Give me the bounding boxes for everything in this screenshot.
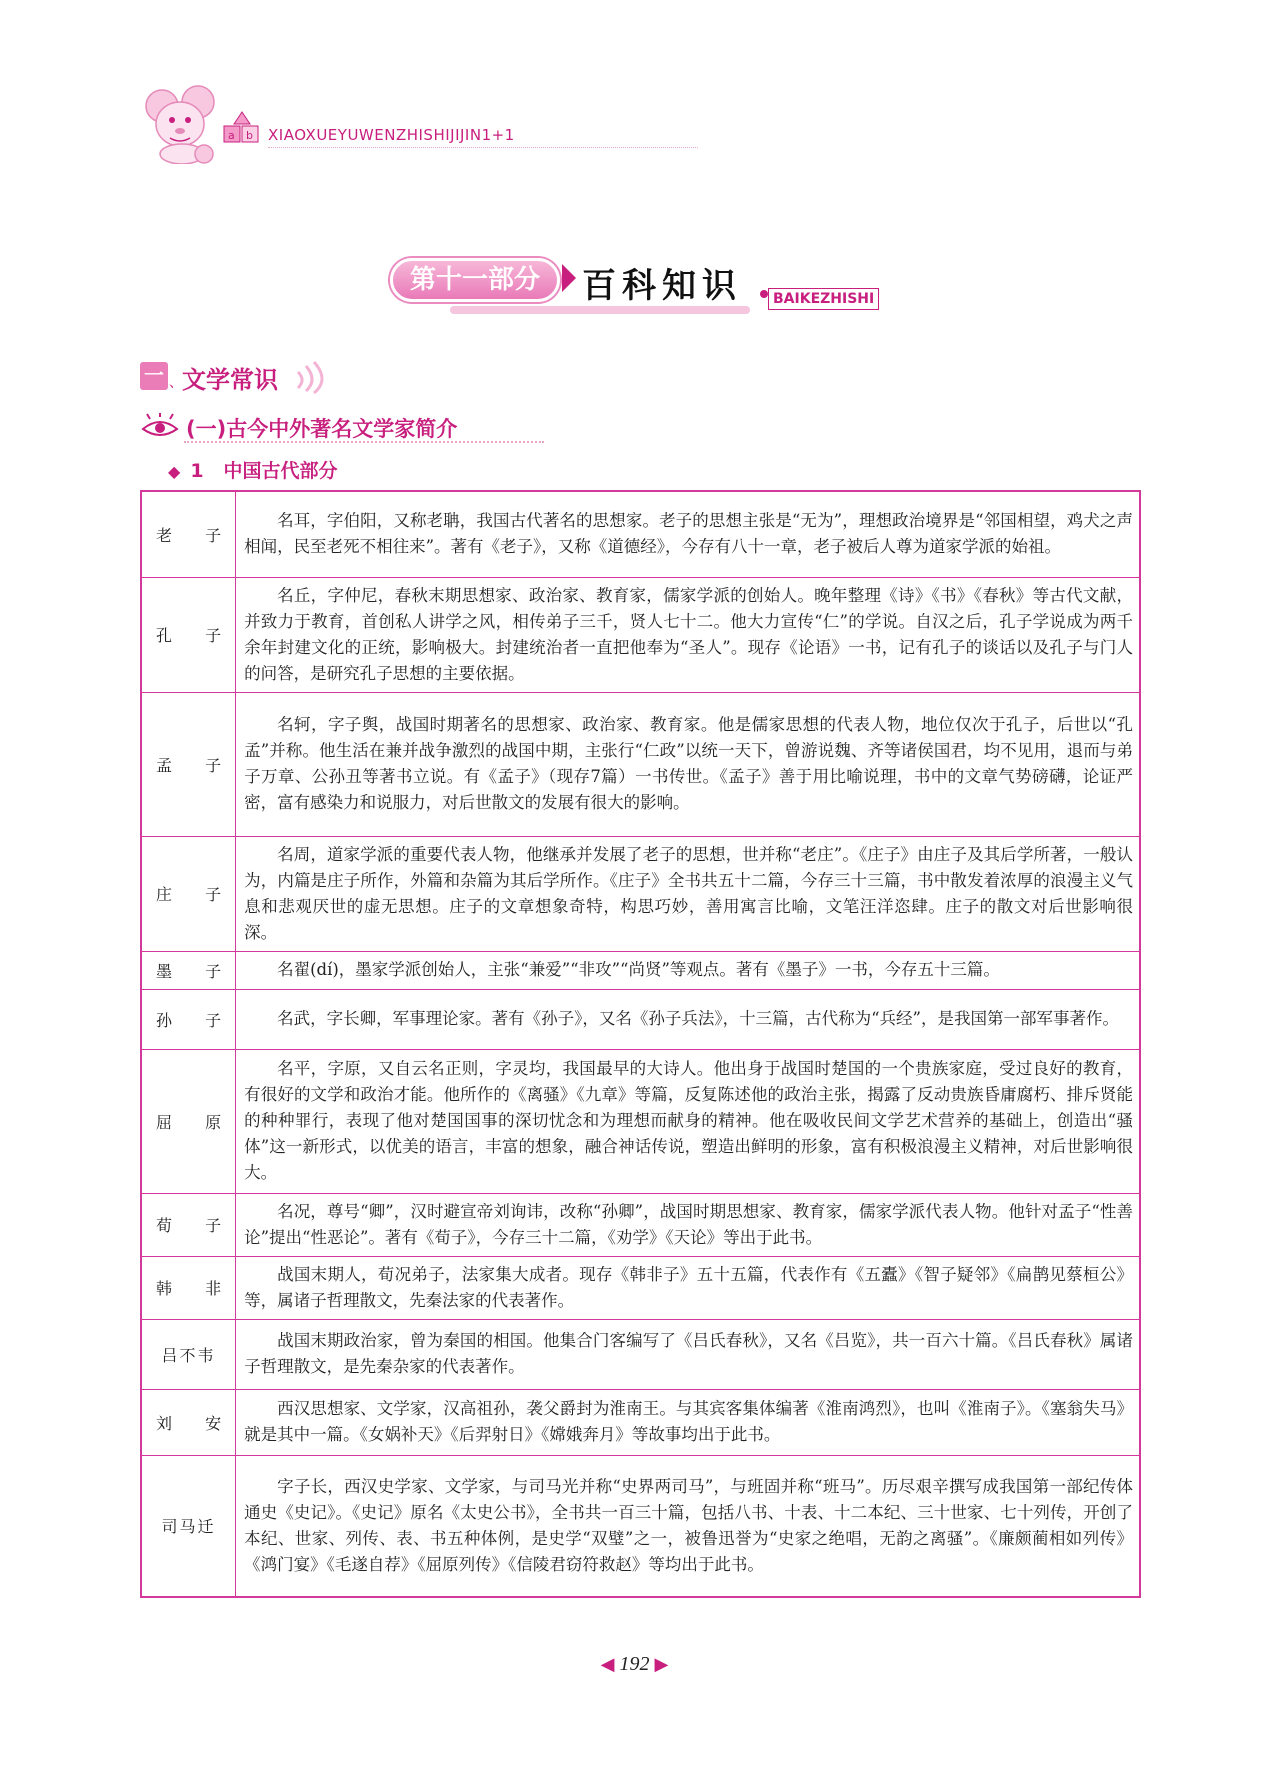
table-row	[141, 1389, 1140, 1455]
writer-name: 韩 非	[141, 1256, 236, 1319]
writer-description: 名况，尊号“卿”，汉时避宣帝刘询讳，改称“孙卿”，战国时期思想家、教育家，儒家学派代表人物。他针对孟子“性善论”提出“性恶论”。著有《荀子》，今存三十二篇，《劝学》《天论》等出于此书。	[236, 1193, 1140, 1256]
table-row	[141, 1193, 1140, 1256]
svg-text:b: b	[246, 129, 253, 142]
header-divider	[268, 147, 698, 148]
table-row	[141, 577, 1140, 692]
writer-description: 西汉思想家、文学家，汉高祖孙，袭父爵封为淮南王。与其宾客集体编著《淮南鸿烈》，也叫《淮南子》。《塞翁失马》就是其中一篇。《女娲补天》《后羿射日》《嫦娥奔月》等故事均出于此书。	[236, 1389, 1140, 1455]
writer-description: 名耳，字伯阳，又称老聃，我国古代著名的思想家。老子的思想主张是“无为”，理想政治境界是“邻国相望，鸡犬之声相闻，民至老死不相往来”。著有《老子》，又称《道德经》，今存有八十一章，老子被后人尊为道家学派的始祖。	[236, 491, 1140, 577]
section-number: 一	[140, 362, 168, 390]
table-row	[141, 1319, 1140, 1389]
part-title-en: BAIKEZHISHI	[768, 288, 879, 310]
writers-table	[140, 490, 1141, 1598]
signal-wave-icon	[292, 358, 332, 394]
dot-icon	[760, 290, 768, 298]
svg-text:a: a	[228, 129, 235, 142]
subsubsection-title: 中国古代部分	[223, 460, 338, 482]
writer-description: 名轲，字子舆，战国时期著名的思想家、政治家、教育家。他是儒家思想的代表人物，地位仅次于孔子，后世以“孔孟”并称。他生活在兼并战争激烈的战国中期，主张行“仁政”以统一天下，曾游说魏、齐等诸侯国君，均不见用，退而与弟子万章、公孙丑等著书立说。有《孟子》（现存7篇）一书传世。《孟子》善于用比喻说理，书中的文章气势磅礴，论证严密，富有感染力和说服力，对后世散文的发展有很大的影响。	[236, 692, 1140, 836]
writer-name: 屈 原	[141, 1049, 236, 1193]
subsection-underline	[184, 441, 544, 443]
table-row	[141, 951, 1140, 989]
subsubsection-number: 1	[190, 460, 204, 482]
writer-name: 荀 子	[141, 1193, 236, 1256]
writer-name: 吕不韦	[141, 1319, 236, 1389]
writer-name: 孟 子	[141, 692, 236, 836]
writer-description: 名周，道家学派的重要代表人物，他继承并发展了老子的思想，世并称“老庄”。《庄子》由庄子及其后学所著，一般认为，内篇是庄子所作，外篇和杂篇为其后学所作。《庄子》全书共五十二篇，今存三十三篇，书中散发着浓厚的浪漫主义气息和悲观厌世的虚无思想。庄子的文章想象奇特，构思巧妙，善用寓言比喻，文笔汪洋恣肆。庄子的散文对后世影响很深。	[236, 836, 1140, 951]
writer-name: 司马迁	[141, 1455, 236, 1597]
section-separator: 、	[169, 375, 183, 391]
writer-name: 墨 子	[141, 951, 236, 989]
subsubsection-heading	[168, 456, 338, 484]
part-title: 百科知识	[582, 266, 742, 306]
table-row	[141, 692, 1140, 836]
writer-name: 老 子	[141, 491, 236, 577]
page-number	[0, 1653, 1269, 1676]
table-row	[141, 1049, 1140, 1193]
arrow-right-icon: ▶	[654, 1654, 669, 1674]
arrow-right-icon	[562, 264, 576, 292]
table-row	[141, 1256, 1140, 1319]
section-heading	[140, 358, 440, 394]
page-header	[140, 84, 700, 164]
eye-icon	[140, 413, 180, 441]
table-row	[141, 1455, 1140, 1597]
writer-description: 名翟(dí)，墨家学派创始人，主张“兼爱”“非攻”“尚贤”等观点。著有《墨子》一书，今存五十三篇。	[236, 951, 1140, 989]
page-number-value: 192	[619, 1653, 650, 1675]
writer-name: 孙 子	[141, 989, 236, 1049]
section-title: 文学常识	[182, 366, 278, 394]
table-row	[141, 836, 1140, 951]
writer-description: 名武，字长卿，军事理论家。著有《孙子》，又名《孙子兵法》，十三篇，古代称为“兵经”，是我国第一部军事著作。	[236, 989, 1140, 1049]
arrow-left-icon: ◀	[600, 1654, 615, 1674]
header-brand-text: XIAOXUEYUWENZHISHIJIJIN1+1	[268, 126, 515, 144]
part-underline	[450, 306, 750, 314]
writer-description: 名平，字原，又自云名正则，字灵均，我国最早的大诗人。他出身于战国时楚国的一个贵族家庭，受过良好的教育，有很好的文学和政治才能。他所作的《离骚》《九章》等篇，反复陈述他的政治主张，揭露了反动贵族昏庸腐朽、排斥贤能的种种罪行，表现了他对楚国国事的深切忧念和为理想而献身的精神。他在吸收民间文学艺术营养的基础上，创造出“骚体”这一新形式，以优美的语言，丰富的想象，融合神话传说，塑造出鲜明的形象，富有积极浪漫主义精神，对后世影响很大。	[236, 1049, 1140, 1193]
part-title-banner	[390, 250, 910, 322]
subsection-heading	[140, 411, 560, 443]
writer-description: 字子长，西汉史学家、文学家，与司马光并称“史界两司马”，与班固并称“班马”。历尽艰辛撰写成我国第一部纪传体通史《史记》。《史记》原名《太史公书》，全书共一百三十篇，包括八书、十表、十二本纪、三十世家、七十列传，开创了本纪、世家、列传、表、书五种体例，是史学“双璧”之一，被鲁迅誉为“史家之绝唱，无韵之离骚”。《廉颇蔺相如列传》《鸿门宴》《毛遂自荐》《屈原列传》《信陵君窃符救赵》等均出于此书。	[236, 1455, 1140, 1597]
toy-blocks-icon	[222, 110, 272, 144]
writer-name: 庄 子	[141, 836, 236, 951]
table-row	[141, 989, 1140, 1049]
writer-name: 刘 安	[141, 1389, 236, 1455]
diamond-icon: ◆	[168, 462, 181, 481]
part-badge: 第十一部分	[390, 258, 560, 302]
writer-description: 战国末期人，荀况弟子，法家集大成者。现存《韩非子》五十五篇，代表作有《五蠹》《智子疑邻》《扁鹊见蔡桓公》等，属诸子哲理散文，先秦法家的代表著作。	[236, 1256, 1140, 1319]
writer-name: 孔 子	[141, 577, 236, 692]
subsection-title: (一)古今中外著名文学家简介	[186, 417, 458, 441]
writer-description: 名丘，字仲尼，春秋末期思想家、政治家、教育家，儒家学派的创始人。晚年整理《诗》《书》《春秋》等古代文献，并致力于教育，首创私人讲学之风，相传弟子三千，贤人七十二。他大力宣传“仁”的学说。自汉之后，孔子学说成为两千余年封建文化的正统，影响极大。封建统治者一直把他奉为“圣人”。现存《论语》一书，记有孔子的谈话以及孔子与门人的问答，是研究孔子思想的主要依据。	[236, 577, 1140, 692]
writer-description: 战国末期政治家，曾为秦国的相国。他集合门客编写了《吕氏春秋》，又名《吕览》，共一百六十篇。《吕氏春秋》属诸子哲理散文，是先秦杂家的代表著作。	[236, 1319, 1140, 1389]
table-row	[141, 491, 1140, 577]
